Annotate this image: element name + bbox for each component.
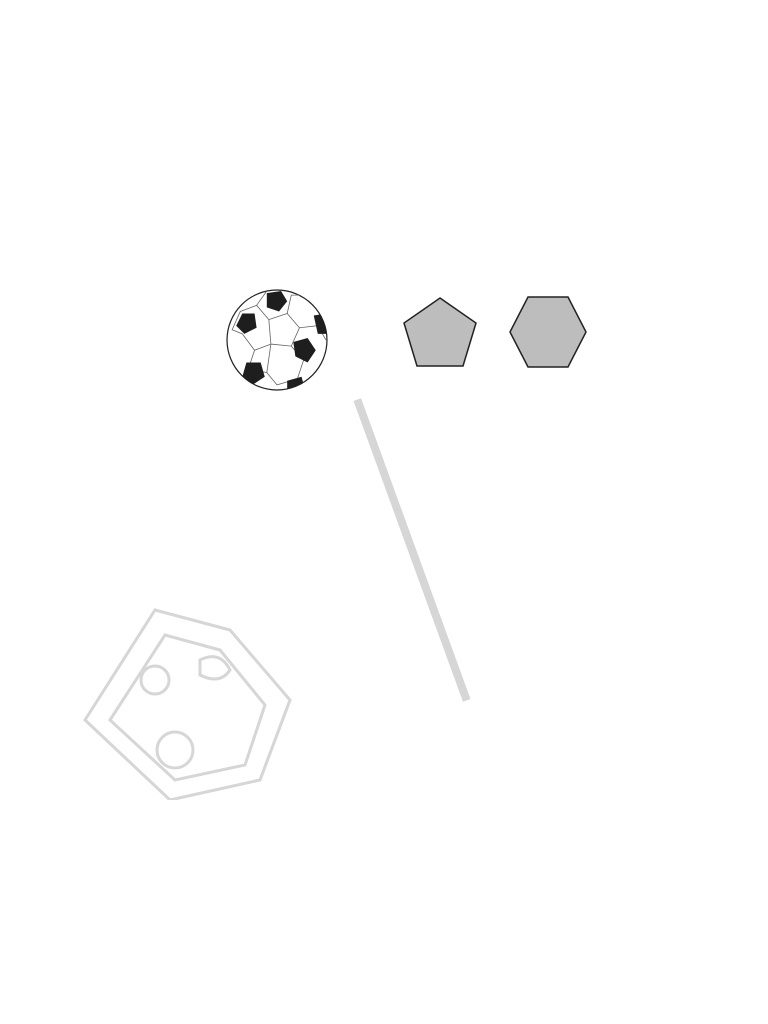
pentagon-shape bbox=[402, 296, 478, 368]
net-diagram-cross bbox=[160, 630, 360, 780]
step-3 bbox=[110, 573, 680, 592]
hexagon-shape bbox=[508, 295, 588, 369]
step-1 bbox=[110, 249, 680, 268]
soccer-ball-image bbox=[226, 289, 328, 391]
step-2 bbox=[110, 442, 680, 461]
net-diagram-cluster bbox=[412, 626, 662, 776]
